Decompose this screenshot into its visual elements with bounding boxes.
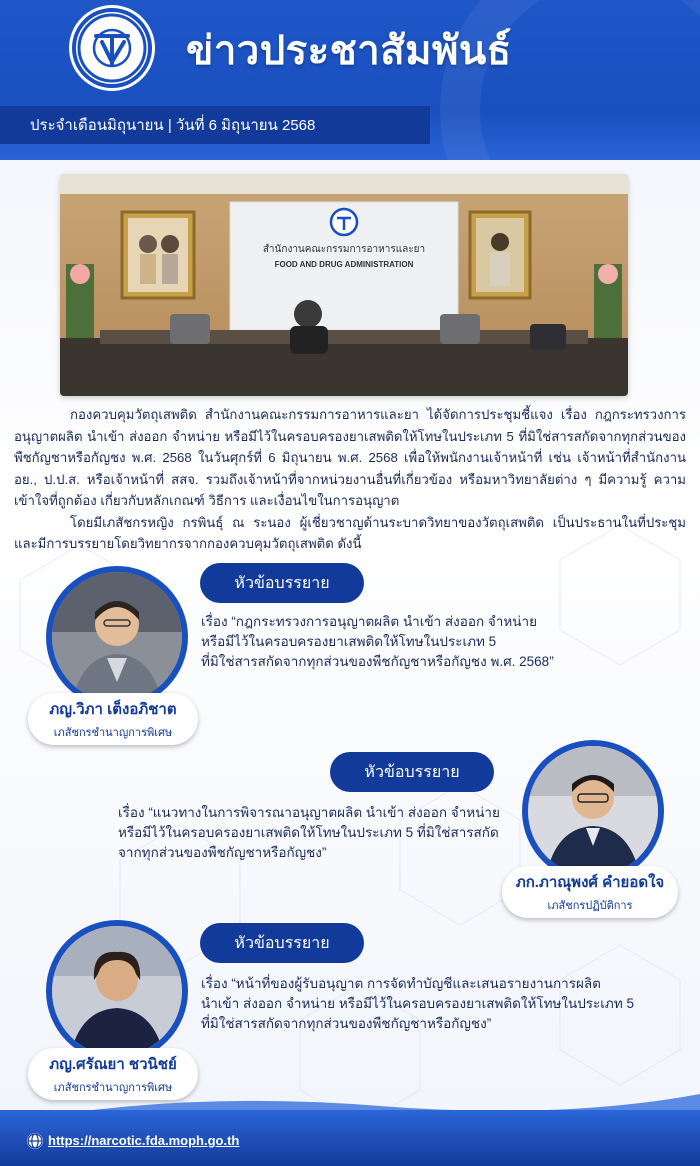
speaker-2-namecard: [502, 866, 678, 918]
speaker-1-namecard: [28, 693, 198, 745]
speaker-2-name: ภก.ภาณุพงศ์ คำยอดใจ: [515, 874, 665, 891]
speaker-1-avatar: [46, 566, 188, 708]
speaker-3-topic: [201, 974, 671, 1034]
topic-line: จากทุกส่วนของพืชกัญชาหรือกัญชง”: [118, 845, 327, 860]
subtitle-bar: [0, 106, 430, 144]
topic-line: เรื่อง “กฎกระทรวงการอนุญาตผลิต นำเข้า ส่งออก จำหน่าย: [201, 614, 538, 629]
topic-pill-1: หัวข้อบรรยาย: [200, 563, 364, 603]
meeting-photo: [60, 174, 628, 396]
speaker-3-avatar: [46, 920, 188, 1062]
sign-thai: สำนักงานคณะกรรมการอาหารและยา: [262, 244, 426, 255]
topic-line: นำเข้า ส่งออก จำหน่าย หรือมีไว้ในครอบครองยาเสพติดให้โทษในประเภท 5: [201, 996, 634, 1011]
speaker-3-position: เภสัชกรชำนาญการพิเศษ: [53, 1082, 173, 1094]
topic-line: หรือมีไว้ในครอบครองยาเสพติดให้โทษในประเภท 5: [201, 634, 497, 649]
speaker-2-avatar: [522, 740, 664, 882]
topic-line: หรือมีไว้ในครอบครองยาเสพติดให้โทษในประเภท 5 ที่มิใช่สารสกัด: [118, 825, 499, 840]
speaker-2-position: เภสัชกรปฏิบัติการ: [547, 900, 633, 912]
speaker-3-name: ภญ.ศรัณยา ชวนิชย์: [49, 1056, 177, 1073]
topic-line: ที่มิใช่สารสกัดจากทุกส่วนของพืชกัญชาหรือกัญชง”: [201, 1016, 492, 1031]
fda-logo: [72, 8, 152, 88]
speaker-1-name: ภญ.วิภา เต็งอภิชาต: [49, 701, 177, 718]
intro-paragraph-1: กองควบคุมวัตถุเสพติด สำนักงานคณะกรรมการอาหารและยา ได้จัดการประชุมชี้แจง เรื่อง กฎกระทรวงการอนุญาตผลิต นำเข้า ส่งออก จำหน่าย หรือมีไว้ในครอบครองยาเสพติดให้โทษในประเภท 5 ที่มิใช่สารสกัดจากทุกส่วนของพืชกัญชาหรือกัญชง พ.ศ. 2568 ในวันศุกร์ที่ 6 มิถุนายน พ.ศ. 2568 เพื่อให้พนักงานเจ้าหน้าที่ เช่น เจ้าหน้าที่สำนักงาน อย., ป.ป.ส. หรือเจ้าหน้าที่ สสจ. รวมถึงเจ้าหน้าที่จากหน่วยงานอื่นที่เกี่ยวข้อง หรือมหาวิทยาลัยต่าง ๆ มีความรู้ ความเข้าใจที่ถูกต้อง เกี่ยวกับหลักเกณฑ์ วิธีการ และเงื่อนไขในการอนุญาต: [14, 407, 686, 508]
speaker-1-topic: [201, 612, 641, 672]
globe-icon: [26, 1132, 44, 1150]
topic-line: เรื่อง “หน้าที่ของผู้รับอนุญาต การจัดทำบัญชีและเสนอรายงานการผลิต: [201, 976, 601, 991]
website-link[interactable]: https://narcotic.fda.moph.go.th: [48, 1133, 240, 1148]
topic-line: ที่มิใช่สารสกัดจากทุกส่วนของพืชกัญชาหรือกัญชง พ.ศ. 2568”: [201, 654, 554, 669]
header-banner: [0, 0, 700, 160]
topic-line: เรื่อง “แนวทางในการพิจารณาอนุญาตผลิต นำเข้า ส่งออก จำหน่าย: [118, 805, 500, 820]
topic-pill-2: หัวข้อบรรยาย: [330, 752, 494, 792]
topic-pill-3: หัวข้อบรรยาย: [200, 923, 364, 963]
speaker-2-topic: [118, 803, 518, 863]
sign-english: FOOD AND DRUG ADMINISTRATION: [274, 260, 414, 269]
intro-paragraph-2: โดยมีเภสัชกรหญิง กรพินธุ์ ณ ระนอง ผู้เชี่ยวชาญด้านระบาดวิทยาของวัตถุเสพติด เป็นประธานในที่ประชุม และมีการบรรยายโดยวิทยากรจากกองควบคุมวัตถุเสพติด ดังนี้: [14, 514, 686, 551]
date-subtitle: ประจำเดือนมิถุนายน | วันที่ 6 มิถุนายน 2568: [30, 117, 316, 134]
page-title: ข่าวประชาสัมพันธ์: [186, 28, 512, 74]
speaker-1-position: เภสัชกรชำนาญการพิเศษ: [53, 727, 173, 739]
intro-text: [14, 404, 686, 555]
